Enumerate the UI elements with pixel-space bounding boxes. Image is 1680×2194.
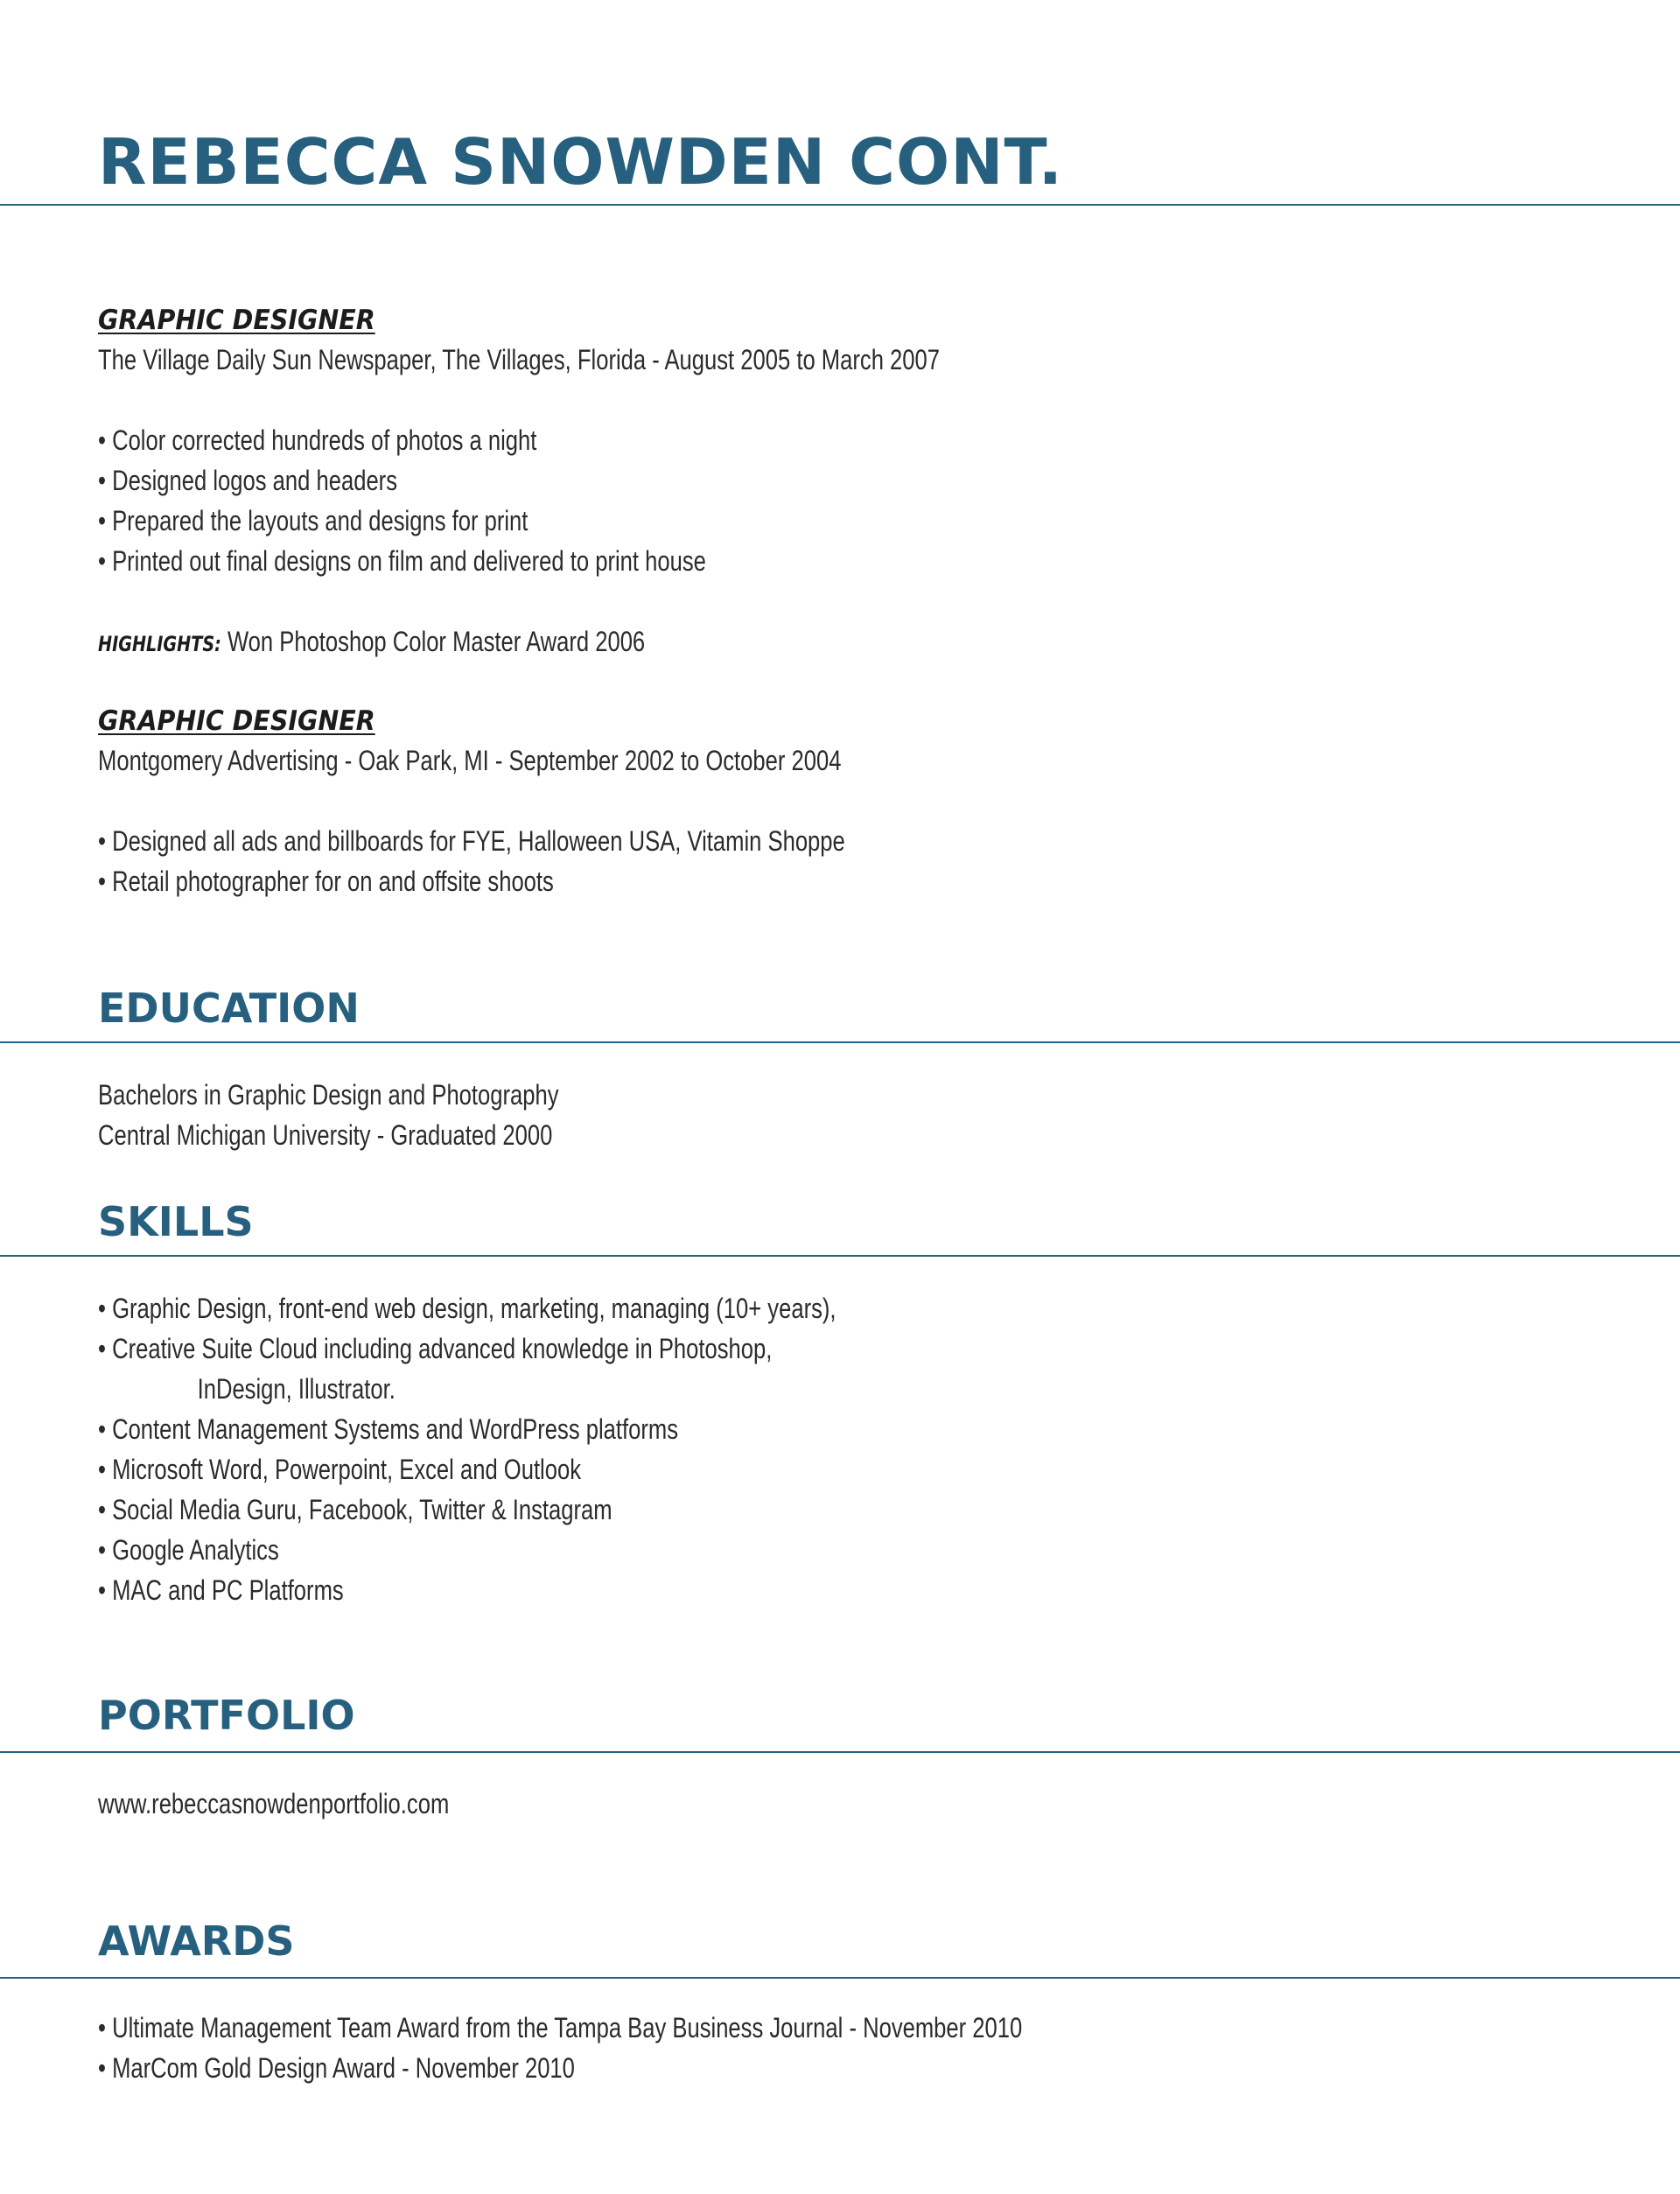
section-heading-education: EDUCATION — [98, 985, 360, 1032]
list-item: • Prepared the layouts and designs for print — [98, 501, 940, 541]
list-item: • Google Analytics — [98, 1530, 836, 1570]
portfolio-block — [98, 1784, 449, 1824]
list-item: • Content Management Systems and WordPress platforms — [98, 1409, 836, 1449]
portfolio-link[interactable]: www.rebeccasnowdenportfolio.com — [98, 1788, 450, 1819]
list-item: • Creative Suite Cloud including advanced knowledge in Photoshop, — [98, 1328, 836, 1369]
highlights-label: HIGHLIGHTS: — [98, 632, 221, 656]
spacer — [98, 380, 940, 420]
education-line: Central Michigan University - Graduated 2000 — [98, 1119, 553, 1151]
awards-list — [98, 2008, 1022, 2088]
education-block — [98, 1075, 559, 1155]
list-item: • Graphic Design, front-end web design, marketing, managing (10+ years), — [98, 1288, 836, 1328]
list-item-continuation: InDesign, Illustrator. — [197, 1373, 396, 1405]
highlights-line — [98, 621, 940, 662]
list-item: • Social Media Guru, Facebook, Twitter & Instagram — [98, 1490, 836, 1530]
list-item: • Microsoft Word, Powerpoint, Excel and Outlook — [98, 1449, 836, 1490]
highlights-text: Won Photoshop Color Master Award 2006 — [227, 626, 646, 657]
list-item: • Retail photographer for on and offsite shoots — [98, 861, 845, 901]
skills-divider — [0, 1255, 1680, 1257]
job-company: The Village Daily Sun Newspaper, The Villages, Florida - August 2005 to March 2007 — [98, 344, 940, 375]
list-item: • Printed out final designs on film and delivered to print house — [98, 541, 940, 581]
spacer — [98, 581, 940, 621]
list-item: • MarCom Gold Design Award - November 2010 — [98, 2048, 1022, 2088]
list-item: • Designed logos and headers — [98, 460, 940, 501]
section-heading-awards: AWARDS — [98, 1917, 295, 1965]
skills-list — [98, 1288, 836, 1610]
spacer — [98, 781, 845, 821]
section-heading-portfolio: PORTFOLIO — [98, 1692, 355, 1739]
list-item: • MAC and PC Platforms — [98, 1570, 836, 1610]
list-item: • Ultimate Management Team Award from the Tampa Bay Business Journal - November 2010 — [98, 2008, 1022, 2048]
awards-divider — [0, 1977, 1680, 1979]
job-company: Montgomery Advertising - Oak Park, MI - September 2002 to October 2004 — [98, 745, 842, 776]
section-heading-skills: SKILLS — [98, 1198, 254, 1245]
job-role: GRAPHIC DESIGNER — [98, 305, 375, 336]
job-role: GRAPHIC DESIGNER — [98, 705, 375, 737]
experience-entry-1 — [98, 299, 940, 662]
title-divider — [0, 204, 1680, 206]
portfolio-divider — [0, 1751, 1680, 1753]
page-title: REBECCA SNOWDEN CONT. — [98, 125, 1064, 199]
list-item: • Color corrected hundreds of photos a night — [98, 420, 940, 460]
list-item: • Designed all ads and billboards for FYE, Halloween USA, Vitamin Shoppe — [98, 821, 845, 861]
education-divider — [0, 1041, 1680, 1043]
experience-entry-2 — [98, 700, 845, 901]
education-line: Bachelors in Graphic Design and Photography — [98, 1079, 559, 1111]
